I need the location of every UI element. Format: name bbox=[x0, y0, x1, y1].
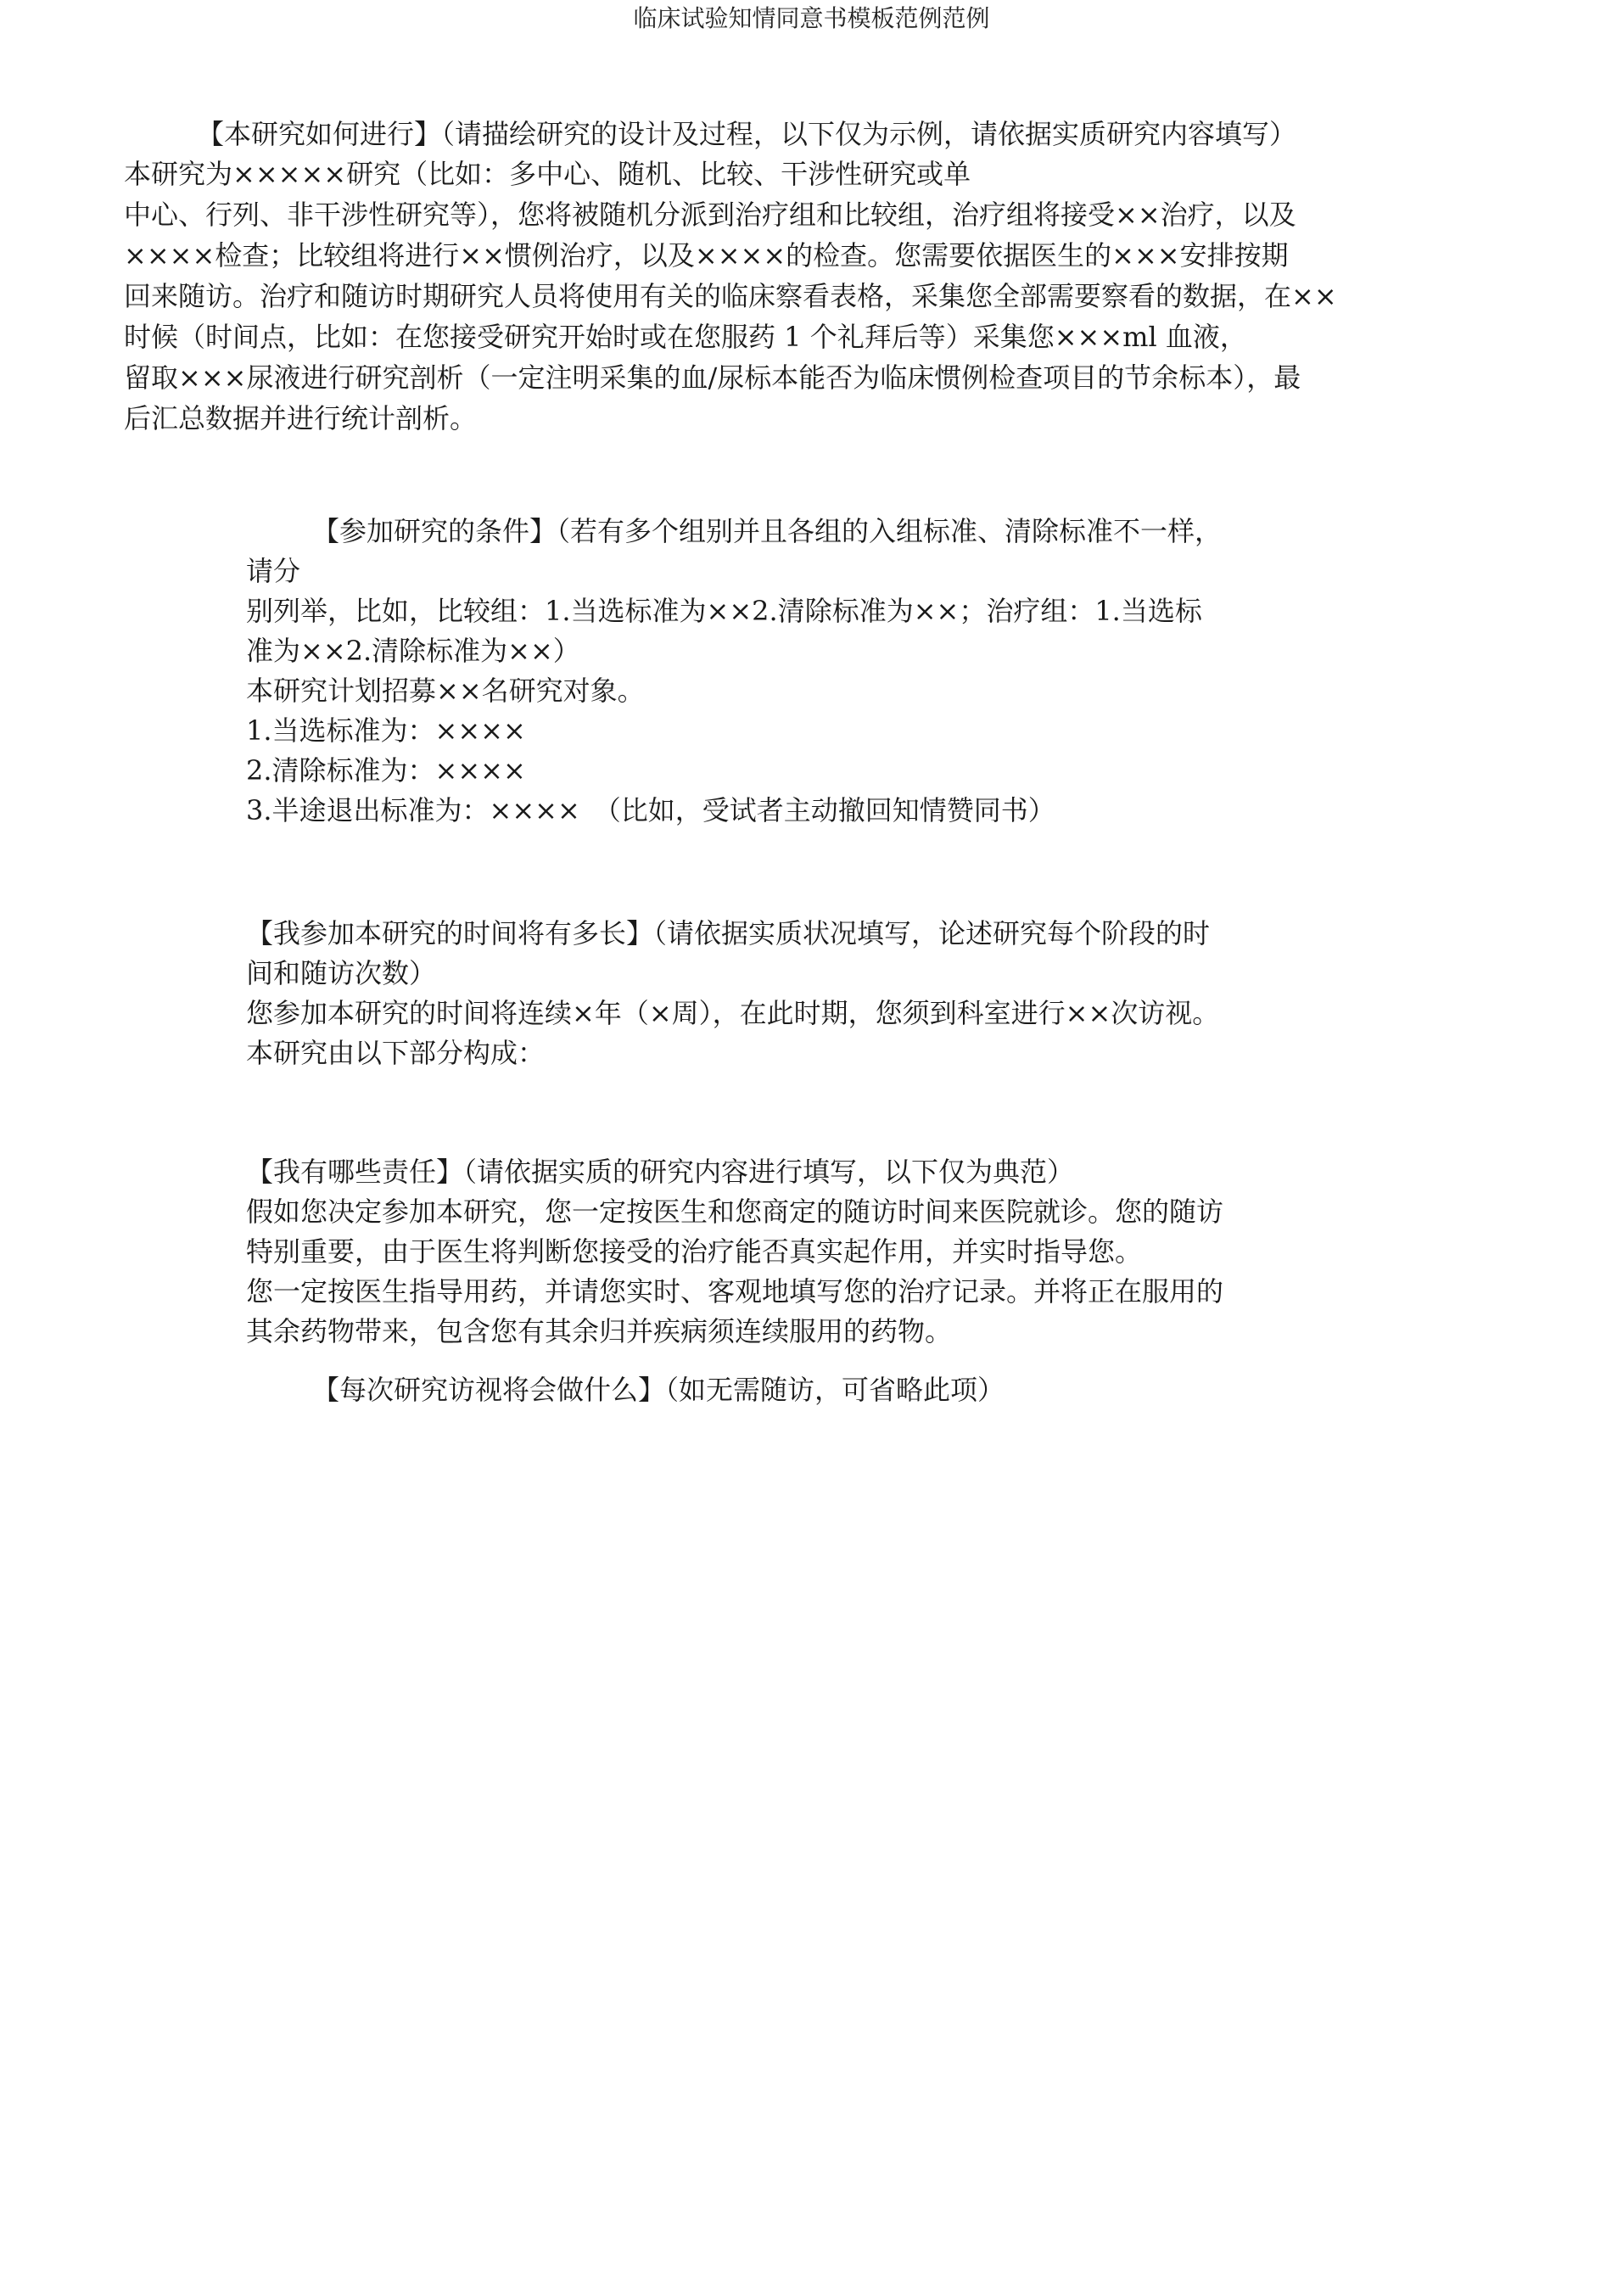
text-line: 假如您决定参加本研究，您一定按医生和您商定的随访时间来医院就诊。您的随访 bbox=[246, 1196, 1224, 1228]
section-heading: 【参加研究的条件】（若有多个组别并且各组的入组标准、清除标准不一样， bbox=[312, 515, 1223, 547]
section-heading: 【我有哪些责任】（请依据实质的研究内容进行填写，以下仅为典范） bbox=[246, 1156, 1075, 1188]
text-line: 本研究由以下部分构成： bbox=[246, 1037, 546, 1069]
text-line: 3.半途退出标准为：×××× （比如，受试者主动撤回知情赞同书） bbox=[246, 794, 1055, 826]
section-heading: 【我参加本研究的时间将有多长】（请依据实质状况填写，论述研究每个阶段的时 bbox=[246, 917, 1211, 949]
page-header-title: 临床试验知情同意书模板范例范例 bbox=[633, 4, 990, 32]
text-line: 后汇总数据并进行统计剖析。 bbox=[124, 402, 478, 434]
text-line: 别列举，比如，比较组：1.当选标准为××2.清除标准为××；治疗组：1.当选标 bbox=[246, 595, 1202, 627]
text-line: 1.当选标准为：×××× bbox=[246, 714, 526, 747]
text-line: 请分 bbox=[246, 555, 301, 587]
text-line: 本研究计划招募××名研究对象。 bbox=[246, 675, 645, 707]
text-line: 2.清除标准为：×××× bbox=[246, 754, 526, 787]
text-line: 您参加本研究的时间将连续×年（×周），在此时期，您须到科室进行××次访视。 bbox=[246, 997, 1220, 1029]
text-line: 中心、行列、非干涉性研究等），您将被随机分派到治疗组和比较组，治疗组将接受××治疗，以及 bbox=[124, 199, 1296, 231]
text-line: 其余药物带来，包含您有其余归并疾病须连续服用的药物。 bbox=[246, 1315, 953, 1347]
section-heading: 【每次研究访视将会做什么】（如无需随访，可省略此项） bbox=[312, 1374, 1005, 1406]
text-line: 您一定按医生指导用药，并请您实时、客观地填写您的治疗记录。并将正在服用的 bbox=[246, 1275, 1224, 1308]
text-line: 准为××2.清除标准为××） bbox=[246, 635, 580, 667]
text-line: ××××检查；比较组将进行××惯例治疗，以及××××的检查。您需要依据医生的×××安排按期 bbox=[124, 239, 1289, 272]
text-line: 时候（时间点，比如：在您接受研究开始时或在您服药 1 个礼拜后等）采集您×××ml 血液， bbox=[124, 321, 1247, 353]
text-line: 本研究为×××××研究（比如：多中心、随机、比较、干涉性研究或单 bbox=[124, 158, 971, 190]
text-line: 特别重要，由于医生将判断您接受的治疗能否真实起作用，并实时指导您。 bbox=[246, 1235, 1143, 1268]
text-line: 间和随访次数） bbox=[246, 957, 437, 989]
section-heading: 【本研究如何进行】（请描绘研究的设计及过程，以下仅为示例，请依据实质研究内容填写） bbox=[197, 118, 1297, 150]
text-line: 回来随访。治疗和随访时期研究人员将使用有关的临床察看表格，采集您全部需要察看的数据，在×× bbox=[124, 280, 1337, 312]
text-line: 留取×××尿液进行研究剖析（一定注明采集的血/尿标本能否为临床惯例检查项目的节余标本），最 bbox=[124, 361, 1301, 394]
